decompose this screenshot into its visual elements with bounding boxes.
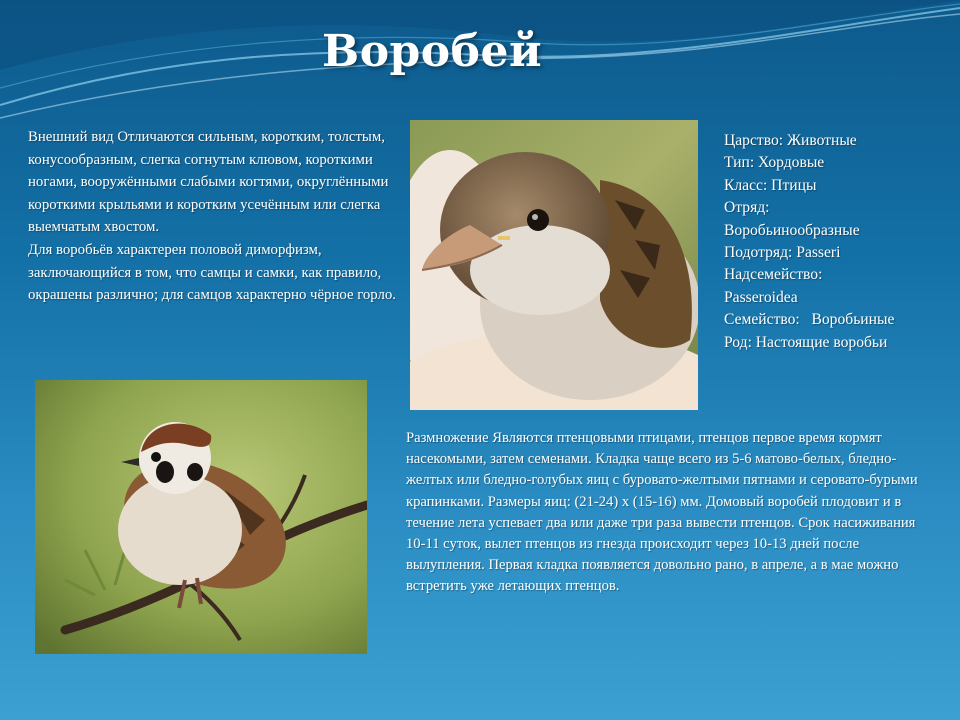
taxonomy-line: Семейство: Воробьиные [724,311,895,329]
appearance-paragraph: Внешний вид Отличаются сильным, коротким, толстым, конусообразным, слегка согнутым клювом, короткими ногами, вооружёнными слабыми когтями, округлёнными короткими крыльями и коротким усечённым или слегка выемчатым хвостом. [28,129,389,236]
sparrow-photo-closeup [410,120,698,410]
dimorphism-paragraph: Для воробьёв характерен половой диморфизм, заключающийся в том, что самцы и самки, как правило, окрашены различно; для самцов характерно чёрное горло. [28,241,396,304]
sparrow-photo-branch [35,380,367,654]
reproduction-text: Размножение Являются птенцовыми птицами, птенцов первое время кормят насекомыми, затем семенами. Кладка чаще всего из 5-6 матово-белых, бледно-желтых или бледно-голубых яиц с буровато-желтыми пятнами и серовато-бурыми крапинками. Размеры яиц: (21-24) х (15-16) мм. Домовый воробей плодовит и в течение лета успевает два или даже три раза вывести птенцов. Срок насиживания 10-11 суток, вылет птенцов из гнезда происходит через 10-13 дней после вылупления. Первая кладка появляется довольно рано, в апреле, а в мае можно встретить уже летающих птенцов. [406,430,918,595]
taxonomy-line: Тип: Хордовые [724,154,825,172]
taxonomy-line: Класс: Птицы [724,176,817,194]
taxonomy-line: Род: Настоящие воробьи [724,333,888,351]
slide-title: Воробей [322,26,543,77]
appearance-text [28,126,408,307]
taxonomy-line: Отряд: [724,199,770,217]
taxonomy-line: Passeroidea [724,288,798,306]
taxonomy-line: Воробьинообразные [724,221,860,239]
taxonomy-line: Подотряд: Passeri [724,244,841,262]
taxonomy-line: Надсемейство: [724,266,823,284]
taxonomy-list [724,130,952,354]
taxonomy-line: Царство: Животные [724,132,857,149]
